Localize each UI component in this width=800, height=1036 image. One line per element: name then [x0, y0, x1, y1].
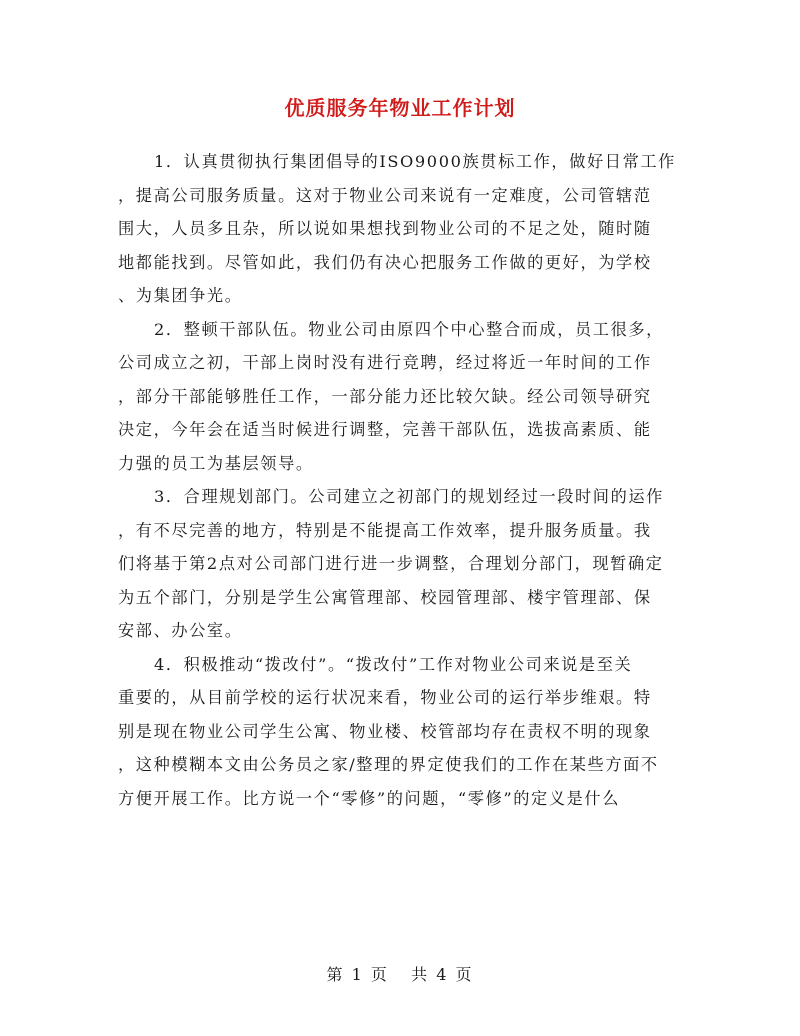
paragraph-line: ，部分干部能够胜任工作，一部分能力还比较欠缺。经公司领导研究 — [118, 386, 652, 406]
paragraph-line: 公司成立之初，干部上岗时没有进行竞聘，经过将近一年时间的工作 — [118, 353, 652, 372]
paragraph-line: 围大，人员多且杂，所以说如果想找到物业公司的不足之处，随时随 — [118, 219, 652, 238]
footer-total-suffix: 页 — [455, 965, 474, 984]
paragraph-line: 方便开展工作。比方说一个“零修”的问题，“零修”的定义是什么 — [118, 788, 620, 808]
paragraph-line: 们将基于第2点对公司部门进行进一步调整，合理划分部门，现暂确定 — [118, 554, 664, 573]
document-body — [118, 145, 683, 815]
paragraph-line: 为五个部门，分别是学生公寓管理部、校园管理部、楼宇管理部、保 — [118, 587, 652, 607]
paragraph-line: ，这种模糊本文由公务员之家/整理的界定使我们的工作在某些方面不 — [118, 755, 659, 774]
paragraph-4 — [118, 648, 683, 816]
document-title: 优质服务年物业工作计划 — [284, 96, 516, 120]
page-footer — [0, 962, 800, 985]
paragraph-2 — [118, 313, 683, 481]
paragraph-line: 决定，今年会在适当时候进行调整，完善干部队伍，选拔高素质、能 — [118, 420, 652, 439]
paragraph-1 — [118, 145, 683, 313]
paragraph-line: 3．合理规划部门。公司建立之初部门的规划经过一段时间的运作 — [154, 487, 664, 506]
paragraph-line: ，提高公司服务质量。这对于物业公司来说有一定难度，公司管辖范 — [118, 185, 652, 205]
footer-total-prefix: 共 — [411, 965, 430, 984]
paragraph-line: 地都能找到。尽管如此，我们仍有决心把服务工作做的更好，为学校 — [118, 252, 652, 272]
footer-total-pages: 4 — [436, 965, 449, 984]
paragraph-line: 4．积极推动“拨改付”。“拨改付”工作对物业公司来说是至关 — [154, 654, 633, 674]
paragraph-line: 别是现在物业公司学生公寓、物业楼、校管部均存在责权不明的现象 — [118, 721, 652, 741]
footer-page-number: 1 — [351, 965, 364, 984]
paragraph-line: ，有不尽完善的地方，特别是不能提高工作效率，提升服务质量。我 — [118, 520, 652, 540]
paragraph-line: 力强的员工为基层领导。 — [118, 453, 314, 473]
paragraph-line: 重要的，从目前学校的运行状况来看，物业公司的运行举步维艰。特 — [118, 688, 652, 707]
paragraph-line: 安部、办公室。 — [118, 621, 243, 640]
paragraph-line: 2．整顿干部队伍。物业公司由原四个中心整合而成，员工很多， — [154, 319, 664, 339]
footer-page-prefix: 第 — [326, 965, 345, 984]
paragraph-line: 1．认真贯彻执行集团倡导的ISO9000族贯标工作，做好日常工作 — [154, 152, 676, 171]
paragraph-line: 、为集团争光。 — [118, 286, 243, 305]
paragraph-3 — [118, 480, 683, 648]
footer-page-mid: 页 — [370, 965, 389, 984]
